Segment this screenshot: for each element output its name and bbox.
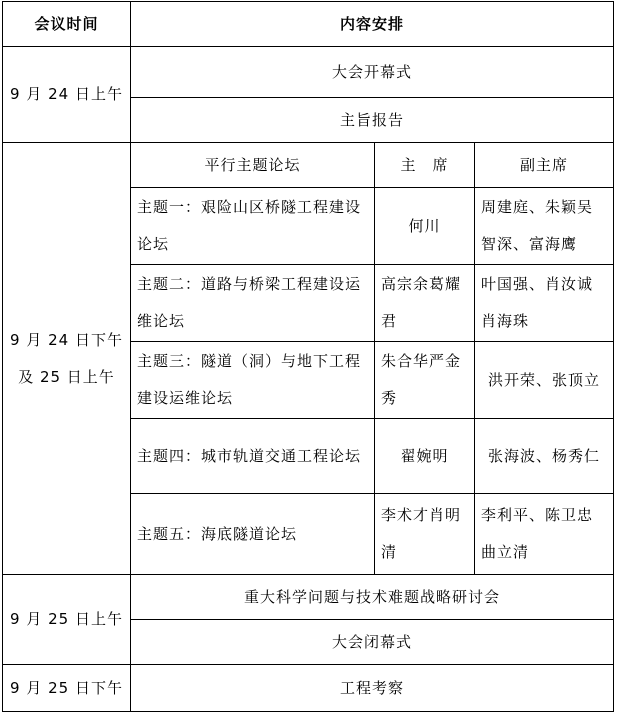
time-line: 9 月 24 日下午 xyxy=(10,330,123,349)
time-cell: 9 月 24 日上午 xyxy=(3,47,131,143)
forum-chair: 李术才肖明清 xyxy=(375,494,475,575)
forum-vice-chair: 洪开荣、张顶立 xyxy=(475,342,614,419)
time-cell xyxy=(3,143,131,575)
vice-chair-subheader: 副主席 xyxy=(475,143,614,188)
forum-topic: 主题三：隧道（洞）与地下工程建设运维论坛 xyxy=(131,342,375,419)
chair-subheader: 主 席 xyxy=(375,143,475,188)
forum-vice-chair: 李利平、陈卫忠曲立清 xyxy=(475,494,614,575)
forum-subheader-row xyxy=(3,143,614,188)
forum-vice-chair: 叶国强、肖汝诚肖海珠 xyxy=(475,265,614,342)
forum-vice-chair: 张海波、杨秀仁 xyxy=(475,419,614,494)
schedule-row xyxy=(3,665,614,712)
header-content: 内容安排 xyxy=(131,2,614,47)
forum-topic: 主题四：城市轨道交通工程论坛 xyxy=(131,419,375,494)
forum-chair: 何川 xyxy=(375,188,475,265)
event-cell: 工程考察 xyxy=(131,665,614,712)
time-cell: 9 月 25 日下午 xyxy=(3,665,131,712)
time-line: 及 25 日上午 xyxy=(18,367,115,386)
time-cell: 9 月 25 日上午 xyxy=(3,575,131,665)
header-time: 会议时间 xyxy=(3,2,131,47)
event-cell: 大会闭幕式 xyxy=(131,620,614,665)
event-cell: 主旨报告 xyxy=(131,98,614,143)
schedule-row xyxy=(3,575,614,620)
forum-subheader: 平行主题论坛 xyxy=(131,143,375,188)
forum-chair: 高宗余葛耀君 xyxy=(375,265,475,342)
schedule-table xyxy=(2,1,614,712)
forum-topic: 主题一：艰险山区桥隧工程建设论坛 xyxy=(131,188,375,265)
forum-chair: 朱合华严金秀 xyxy=(375,342,475,419)
forum-topic: 主题五：海底隧道论坛 xyxy=(131,494,375,575)
forum-vice-chair: 周建庭、朱颖吴智深、富海鹰 xyxy=(475,188,614,265)
header-row xyxy=(3,2,614,47)
schedule-row xyxy=(3,47,614,98)
event-cell: 大会开幕式 xyxy=(131,47,614,98)
forum-chair: 翟婉明 xyxy=(375,419,475,494)
event-cell: 重大科学问题与技术难题战略研讨会 xyxy=(131,575,614,620)
forum-topic: 主题二：道路与桥梁工程建设运维论坛 xyxy=(131,265,375,342)
